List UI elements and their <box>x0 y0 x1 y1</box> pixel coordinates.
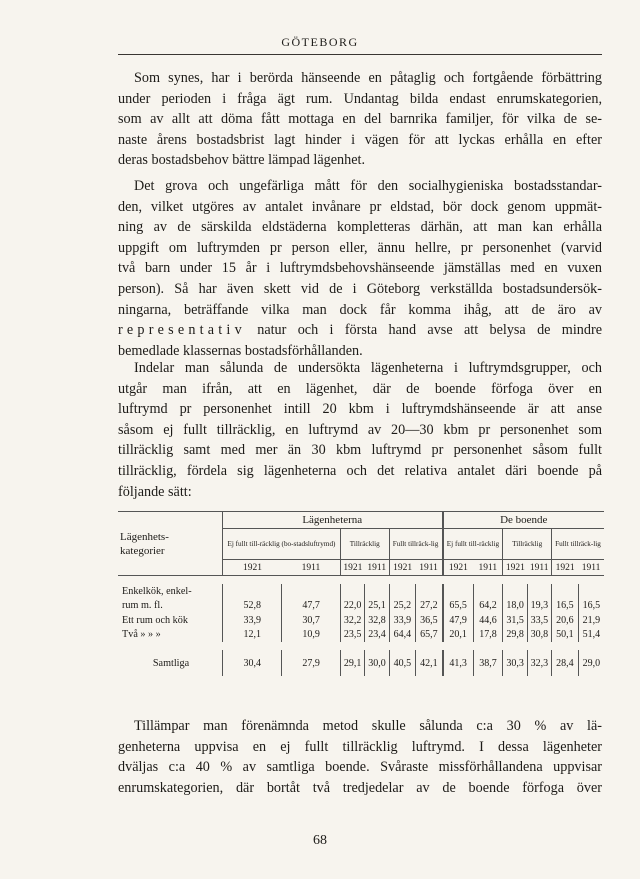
table-cell: 65,7 <box>416 628 443 643</box>
table-cell: 32,2 <box>340 613 365 628</box>
table-cell: 30,4 <box>223 650 282 676</box>
table-cell <box>223 584 282 599</box>
table-cell: 23,5 <box>340 628 365 643</box>
text-line: ningarna, beträffande vilka man dock får komma ihåg, att de äro av <box>118 301 602 318</box>
text-line: enrumskategorien, där bortåt två tredjedelar av de boende förfoga över <box>118 779 602 796</box>
table-row <box>118 584 604 599</box>
text-line: följande sätt: <box>118 483 192 500</box>
table-row <box>118 650 604 676</box>
table-cell: 28,4 <box>552 650 579 676</box>
table-cell: 29,1 <box>340 650 365 676</box>
text-line: utgår man ifrån, att en lägenhet, där de boende förfoga över en <box>118 380 602 397</box>
air-volume-table <box>118 511 604 676</box>
table-cell: 47,7 <box>282 599 341 614</box>
text-line: Indelar man sålunda de undersökta lägenheterna i luftrymdsgrupper, och <box>134 360 602 376</box>
table-cell: 21,9 <box>578 613 604 628</box>
table-cell: 52,8 <box>223 599 282 614</box>
group-header: De boende <box>443 512 604 529</box>
table-cell: 65,5 <box>443 599 474 614</box>
text-line: naste årens bostadsbrist lagt hinder i vägen för att lyckas erhålla en efter <box>118 131 602 148</box>
header-rule <box>118 54 602 55</box>
text-line: den, vilket utgöres av antalet invånare pr eldstad, bör dock genom uppmät- <box>118 198 602 215</box>
text-line: deras bostadsbehov bättre lämpad lägenhet. <box>118 152 366 169</box>
year-header: 1911 <box>282 560 341 576</box>
table-cell: 17,8 <box>473 628 503 643</box>
table-cell: 38,7 <box>473 650 503 676</box>
table-cell: 27,9 <box>282 650 341 676</box>
subgroup-header: Fullt tillräck-lig <box>552 529 605 560</box>
table-cell: 27,2 <box>416 599 443 614</box>
paragraph-1 <box>118 68 602 171</box>
table-cell: 47,9 <box>443 613 474 628</box>
table-cell <box>578 584 604 599</box>
table-cell: 64,2 <box>473 599 503 614</box>
year-header: 1921 <box>340 560 365 576</box>
table-cell <box>503 584 528 599</box>
table-cell: 50,1 <box>552 628 579 643</box>
text-line: ning av de särskilda eldstäderna kompletteras därhän, att man kan erhålla <box>118 219 602 236</box>
year-header: 1911 <box>365 560 389 576</box>
subgroup-header: Tillräcklig <box>340 529 389 560</box>
running-header: GÖTEBORG <box>281 35 359 49</box>
table-cell: 25,1 <box>365 599 389 614</box>
year-header: 1911 <box>473 560 503 576</box>
table-cell <box>552 584 579 599</box>
table-cell <box>389 584 416 599</box>
table-cell: 10,9 <box>282 628 341 643</box>
table-cell: 30,8 <box>527 628 551 643</box>
table-cell: 64,4 <box>389 628 416 643</box>
paragraph-3 <box>118 358 602 502</box>
subgroup-header: Ej fullt till-räcklig (bo-stadsluftrymd) <box>223 529 341 560</box>
year-header: 1911 <box>578 560 604 576</box>
table-cell <box>340 584 365 599</box>
text-line: tillräcklig, fördela sig lägenheterna och det relativa antalet däri boende på <box>118 462 602 479</box>
table-cell <box>443 584 474 599</box>
subgroup-header: Fullt tillräck-lig <box>389 529 442 560</box>
category-label: Enkelkök, enkel- <box>122 585 192 597</box>
text-line: tillräcklig samt med mer än 30 kbm luftrymd pr personenhet såsom fullt <box>118 442 602 459</box>
category-label: Samtliga <box>152 657 190 669</box>
table-cell: 44,6 <box>473 613 503 628</box>
table-row <box>118 599 604 614</box>
table-cell <box>416 584 443 599</box>
table-cell: 33,9 <box>389 613 416 628</box>
table-cell: 30,7 <box>282 613 341 628</box>
category-header: Lägenhets- kategorier <box>118 512 223 576</box>
text-line: person). Så har även skett vid de i Göteborg verkställda bostadsundersök- <box>118 280 602 297</box>
category-label: rum m. fl. <box>122 600 163 612</box>
table-row <box>118 613 604 628</box>
table-cell <box>282 584 341 599</box>
year-header: 1921 <box>552 560 579 576</box>
text-line: två barn under 15 år i luftrymdsbehovshänseende jämställas med en vuxen <box>118 260 602 277</box>
subgroup-header: Ej fullt till-räcklig <box>443 529 503 560</box>
emphasized-word: representativ <box>118 322 246 339</box>
table-cell: 32,3 <box>527 650 551 676</box>
text-line: under perioden i fråga ägt rum. Undantag bilda endast enrumskategorien, <box>118 90 602 107</box>
text-line: uppgift om luftrymden pr person eller, ännu hellre, pr personenhet (varvid <box>118 239 602 256</box>
table-cell: 31,5 <box>503 613 528 628</box>
text-line: luftrymd pr personenhet intill 20 kbm i luftrymdshänseende är att anse <box>118 401 602 418</box>
year-header: 1911 <box>416 560 443 576</box>
category-label: Två » » » <box>122 629 161 641</box>
table-cell: 33,5 <box>527 613 551 628</box>
text-line: såsom ej fullt tillräcklig, en luftrymd av 20—30 kbm pr personenhet som <box>118 421 602 438</box>
table-cell: 36,5 <box>416 613 443 628</box>
paragraph-4 <box>118 716 602 798</box>
table-cell: 22,0 <box>340 599 365 614</box>
table-cell: 40,5 <box>389 650 416 676</box>
table-cell: 30,0 <box>365 650 389 676</box>
table-cell: 19,3 <box>527 599 551 614</box>
table-cell: 25,2 <box>389 599 416 614</box>
table-cell: 51,4 <box>578 628 604 643</box>
table-cell: 16,5 <box>578 599 604 614</box>
year-header: 1911 <box>527 560 551 576</box>
text-line: genheterna uppvisa en ej fullt tillräcklig luftrymd. I dessa lägenheter <box>118 738 602 755</box>
table-cell: 23,4 <box>365 628 389 643</box>
table-cell: 29,0 <box>578 650 604 676</box>
table-cell: 33,9 <box>223 613 282 628</box>
table-cell: 20,6 <box>552 613 579 628</box>
table-cell: 20,1 <box>443 628 474 643</box>
table-cell: 41,3 <box>443 650 474 676</box>
category-label: Ett rum och kök <box>122 614 188 626</box>
table-cell: 12,1 <box>223 628 282 643</box>
table-cell: 30,3 <box>503 650 528 676</box>
year-header: 1921 <box>503 560 528 576</box>
text-line: dväljas c:a 40 % av samtliga boende. Svåraste missförhållandena uppvisar <box>118 759 602 776</box>
table-cell: 18,0 <box>503 599 528 614</box>
table-cell <box>527 584 551 599</box>
group-header: Lägenheterna <box>223 512 443 529</box>
text-line: Det grova och ungefärliga mått för den socialhygieniska bostadsstandar- <box>134 178 602 194</box>
text-line: Som synes, har i berörda hänseende en påtaglig och fortgående förbättring <box>134 70 602 86</box>
text-line: Tillämpar man förenämnda metod skulle sålunda c:a 30 % av lä- <box>134 718 602 734</box>
table-cell: 32,8 <box>365 613 389 628</box>
table-cell: 42,1 <box>416 650 443 676</box>
year-header: 1921 <box>443 560 474 576</box>
year-header: 1921 <box>389 560 416 576</box>
subgroup-header: Tillräcklig <box>503 529 552 560</box>
year-header: 1921 <box>223 560 282 576</box>
table-row <box>118 628 604 643</box>
text-line-spaced: representativ natur och i första hand avse att belysa de mindre <box>118 322 602 339</box>
text-line: som av allt att döma fått mottaga en del barnrika familjer, för vilka de se- <box>118 111 602 128</box>
paragraph-2 <box>118 176 602 361</box>
table-cell: 29,8 <box>503 628 528 643</box>
text-line: bemedlade klassernas bostadsförhållanden. <box>118 342 363 359</box>
table-cell: 16,5 <box>552 599 579 614</box>
table-cell <box>365 584 389 599</box>
page-number: 68 <box>313 833 327 848</box>
table-cell <box>473 584 503 599</box>
